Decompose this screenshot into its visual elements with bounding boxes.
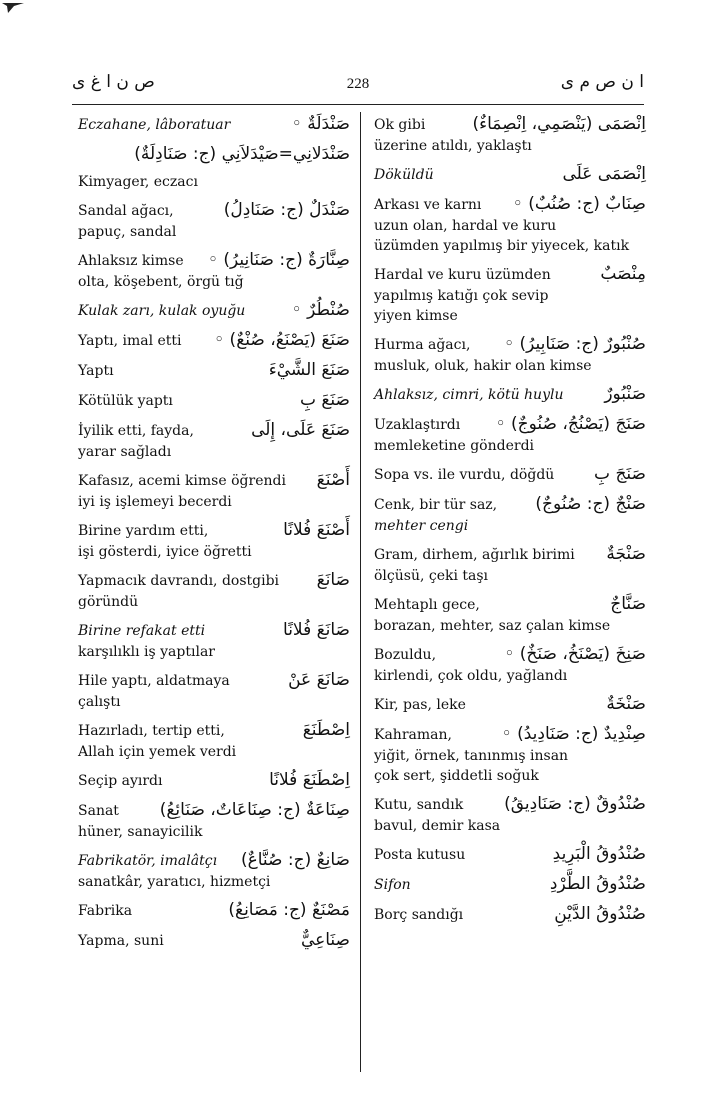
entry-continuation: uzun olan, hardal ve kuru xyxy=(374,218,557,234)
entry-continuation: yarar sağladı xyxy=(78,444,172,460)
entry-continuation: borazan, mehter, saz çalan kimse xyxy=(374,618,611,634)
dictionary-entry xyxy=(78,668,350,712)
entry-continuation: hüner, sanayicilik xyxy=(78,824,203,840)
entry-translation: İyilik etti, fayda, xyxy=(78,423,194,439)
entry-translation: Eczahane, lâboratuar xyxy=(78,117,231,133)
entry-translation: Posta kutusu xyxy=(374,847,466,863)
left-column xyxy=(78,112,350,958)
entry-translation: Hurma ağacı, xyxy=(374,337,471,353)
entry-continuation: bavul, demir kasa xyxy=(374,818,501,834)
entry-headword: صِنَاعَةٌ (ج: صِنَاعَاتٌ، صَنَائِعُ) xyxy=(159,800,350,820)
entry-headword: صَنِخَ (يَصْنَخُ، صَنَخٌ) ◦ xyxy=(504,644,646,664)
entry-translation: Cenk, bir tür saz, xyxy=(374,497,498,513)
entry-translation: Ahlaksız, cimri, kötü huylu xyxy=(374,387,564,403)
entry-continuation: ölçüsü, çeki taşı xyxy=(374,568,489,584)
dictionary-entry xyxy=(374,462,646,486)
entry-continuation: mehter cengi xyxy=(374,518,469,534)
entry-headword: اِنْصَمَى (يَنْصَمِي، اِنْصِمَاءٌ) xyxy=(472,114,646,134)
entry-translation: Gram, dirhem, ağırlık birimi xyxy=(374,547,575,563)
dictionary-entry xyxy=(374,692,646,716)
entry-translation: Fabrika xyxy=(78,903,133,919)
entry-headword: صَنَجَ بِ xyxy=(594,464,646,484)
dictionary-entry xyxy=(374,382,646,406)
entry-headword: اِصْطَنَعَ xyxy=(302,720,350,740)
dictionary-entry xyxy=(78,328,350,352)
entry-continuation: musluk, oluk, hakir olan kimse xyxy=(374,358,592,374)
entry-headword: صُنْبُورٌ (ج: صَنَابِيرُ) ◦ xyxy=(504,334,646,354)
entry-continuation: karşılıklı iş yaptılar xyxy=(78,644,215,660)
entry-translation: Uzaklaştırdı xyxy=(374,417,461,433)
entry-headword: صِنَاعِيٌّ xyxy=(300,930,350,950)
entry-headword: صَنَعَ عَلَى، إِلَى xyxy=(251,420,350,440)
entry-continuation: çok sert, şiddetli soğuk xyxy=(374,768,539,784)
entry-translation: Sandal ağacı, xyxy=(78,203,174,219)
dictionary-entry xyxy=(374,792,646,836)
entry-continuation: olta, köşebent, örgü tığ xyxy=(78,274,244,290)
entry-headword: صَانَعَ xyxy=(316,570,350,590)
dictionary-entry xyxy=(374,542,646,586)
dictionary-entry xyxy=(78,172,350,192)
dictionary-entry xyxy=(78,112,350,136)
entry-continuation: çalıştı xyxy=(78,694,121,710)
dictionary-entry xyxy=(78,142,350,166)
entry-headword: أَصْنَعَ xyxy=(316,470,350,490)
dictionary-entry xyxy=(78,798,350,842)
entry-headword: صَنْدَلٌ (ج: صَنَادِلُ) xyxy=(223,200,350,220)
entry-translation: Kafasız, acemi kimse öğrendi xyxy=(78,473,286,489)
dictionary-entry xyxy=(78,358,350,382)
entry-translation: Ok gibi xyxy=(374,117,426,133)
dictionary-entry xyxy=(374,162,646,186)
entry-headword: صَنْبُورٌ xyxy=(604,384,646,404)
entry-translation: Arkası ve karnı xyxy=(374,197,482,213)
dictionary-entry xyxy=(78,928,350,952)
entry-headword: اِصْطَنَعَ فُلانًا xyxy=(269,770,350,790)
entry-headword: صَانَعَ عَنْ xyxy=(288,670,350,690)
page-header xyxy=(72,72,644,100)
entry-translation: Hardal ve kuru üzümden xyxy=(374,267,551,283)
entry-continuation: yiğit, örnek, tanınmış insan xyxy=(374,748,569,764)
entry-translation: Döküldü xyxy=(374,167,434,183)
entry-headword: صَنْجٌ (ج: صُنُوجٌ) xyxy=(535,494,646,514)
dictionary-entry xyxy=(374,842,646,866)
entry-translation: Kimyager, eczacı xyxy=(78,174,198,190)
entry-headword: صَنَعَ (يَصْنَعُ، صُنْعٌ) ◦ xyxy=(214,330,350,350)
entry-headword: صِنَّارَةٌ (ج: صَنَانِيرُ) ◦ xyxy=(207,250,350,270)
entry-headword: صَنَعَ الشَّيْءَ xyxy=(268,360,350,380)
entry-translation: Yapmacık davrandı, dostgibi xyxy=(78,573,280,589)
dictionary-entry xyxy=(374,112,646,156)
column-divider xyxy=(360,112,361,1072)
page-corner-mark xyxy=(2,0,26,14)
header-right-letters: ا ن ص م ى xyxy=(560,72,644,92)
dictionary-entry xyxy=(374,722,646,786)
entry-headword: صَنْجَةٌ xyxy=(606,544,646,564)
dictionary-entry xyxy=(78,768,350,792)
entry-headword: صَانَعَ فُلانًا xyxy=(283,620,350,640)
entry-headword: صُنْدُوقُ الْبَرِيدِ xyxy=(552,844,646,864)
dictionary-entry xyxy=(78,848,350,892)
entry-continuation: yapılmış katığı çok sevip xyxy=(374,288,549,304)
dictionary-entry xyxy=(78,898,350,922)
entry-continuation: iyi iş işlemeyi becerdi xyxy=(78,494,232,510)
entry-headword: صُنْدُوقُ الطَّرْدِ xyxy=(549,874,646,894)
dictionary-entry xyxy=(374,642,646,686)
entry-translation: Bozuldu, xyxy=(374,647,437,663)
entry-translation: Sifon xyxy=(374,877,411,893)
dictionary-entry xyxy=(374,492,646,536)
entry-continuation: papuç, sandal xyxy=(78,224,177,240)
entry-continuation: sanatkâr, yaratıcı, hizmetçi xyxy=(78,874,271,890)
entry-headword: اِنْصَمَى عَلَى xyxy=(562,164,646,184)
entry-translation: Hile yaptı, aldatmaya xyxy=(78,673,230,689)
entry-continuation: göründü xyxy=(78,594,139,610)
entry-continuation: Allah için yemek verdi xyxy=(78,744,237,760)
entry-headword: مَصْنَعٌ (ج: مَصَانِعُ) xyxy=(228,900,350,920)
entry-translation: Kötülük yaptı xyxy=(78,393,173,409)
entry-headword: صِنَابٌ (ج: صُنُبٌ) ◦ xyxy=(512,194,646,214)
entry-translation: Fabrikatör, imalâtçı xyxy=(78,853,218,869)
entry-continuation: memleketine gönderdi xyxy=(374,438,535,454)
dictionary-entry xyxy=(78,518,350,562)
entry-continuation: kirlendi, çok oldu, yağlandı xyxy=(374,668,568,684)
dictionary-entry xyxy=(78,248,350,292)
entry-translation: Mehtaplı gece, xyxy=(374,597,480,613)
entry-headword: صَنْدَلانِي=صَيْدَلاَنِي (ج: صَنَادِلَةٌ) xyxy=(134,144,350,164)
dictionary-entry xyxy=(78,618,350,662)
entry-translation: Borç sandığı xyxy=(374,907,464,923)
dictionary-entry xyxy=(374,332,646,376)
dictionary-entry xyxy=(78,388,350,412)
entry-headword: صَنَجَ (يَصْنُجُ، صُنُوجٌ) ◦ xyxy=(495,414,646,434)
entry-translation: Kutu, sandık xyxy=(374,797,464,813)
dictionary-entry xyxy=(374,262,646,326)
dictionary-entry xyxy=(374,192,646,256)
entry-headword: صِنْدِيدٌ (ج: صَنَادِيدُ) ◦ xyxy=(501,724,646,744)
entry-translation: Hazırladı, tertip etti, xyxy=(78,723,225,739)
header-left-letters: ص ن ا غ ى xyxy=(72,72,155,92)
entry-headword: صُنْطُرٌ ◦ xyxy=(291,300,350,320)
entry-headword: مِنْصَبٌ xyxy=(600,264,646,284)
entry-continuation: yiyen kimse xyxy=(374,308,458,324)
entry-translation: Kulak zarı, kulak oyuğu xyxy=(78,303,246,319)
entry-translation: Sopa vs. ile vurdu, döğdü xyxy=(374,467,555,483)
entry-translation: Kahraman, xyxy=(374,727,452,743)
entry-translation: Yaptı, imal etti xyxy=(78,333,182,349)
entry-headword: صَنَعَ بِ xyxy=(299,390,350,410)
dictionary-entry xyxy=(78,468,350,512)
dictionary-entry xyxy=(78,568,350,612)
entry-headword: صَنَّاجٌ xyxy=(610,594,646,614)
entry-translation: Sanat xyxy=(78,803,119,819)
dictionary-entry xyxy=(78,298,350,322)
entry-translation: Yapma, suni xyxy=(78,933,164,949)
entry-translation: Yaptı xyxy=(78,363,114,379)
dictionary-entry xyxy=(78,418,350,462)
entry-translation: Ahlaksız kimse xyxy=(78,253,184,269)
dictionary-entry xyxy=(374,902,646,926)
dictionary-entry xyxy=(78,198,350,242)
entry-continuation: işi gösterdi, iyice öğretti xyxy=(78,544,252,560)
entry-headword: صُنْدُوقُ الدَّيْنِ xyxy=(554,904,646,924)
entry-continuation: üzerine atıldı, yaklaştı xyxy=(374,138,532,154)
dictionary-entry xyxy=(374,592,646,636)
dictionary-entry xyxy=(78,718,350,762)
entry-translation: Birine refakat etti xyxy=(78,623,206,639)
entry-continuation: üzümden yapılmış bir yiyecek, katık xyxy=(374,238,630,254)
header-rule xyxy=(72,104,644,105)
entry-headword: صَنْخَةٌ xyxy=(606,694,646,714)
entry-translation: Seçip ayırdı xyxy=(78,773,163,789)
page-number: 228 xyxy=(346,76,370,92)
entry-headword: صُنْدُوقٌ (ج: صَنَادِيقُ) xyxy=(504,794,646,814)
dictionary-entry xyxy=(374,872,646,896)
dictionary-entry xyxy=(374,412,646,456)
entry-translation: Kir, pas, leke xyxy=(374,697,466,713)
entry-headword: أَصْنَعَ فُلانًا xyxy=(283,520,350,540)
entry-headword: صَانِعٌ (ج: صُنَّاعٌ) xyxy=(240,850,350,870)
right-column xyxy=(374,112,646,932)
entry-headword: صَنْدَلَةٌ ◦ xyxy=(291,114,350,134)
entry-translation: Birine yardım etti, xyxy=(78,523,209,539)
